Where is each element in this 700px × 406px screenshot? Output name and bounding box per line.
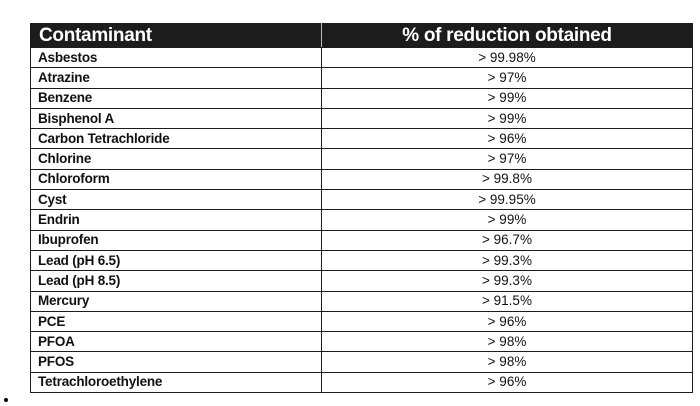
reduction-cell: > 99.98% <box>322 48 693 68</box>
table-row <box>31 169 693 189</box>
reduction-cell: > 99.3% <box>322 271 693 291</box>
contaminant-cell: Benzene <box>31 88 322 108</box>
header-reduction: % of reduction obtained <box>322 24 693 48</box>
contaminant-cell: Chloroform <box>31 169 322 189</box>
contaminant-cell: Chlorine <box>31 149 322 169</box>
table-row <box>31 372 693 392</box>
reduction-cell: > 96.7% <box>322 230 693 250</box>
contaminant-cell: Ibuprofen <box>31 230 322 250</box>
contaminant-reduction-table <box>30 23 692 393</box>
reduction-cell: > 99.95% <box>322 190 693 210</box>
reduction-cell: > 99% <box>322 210 693 230</box>
reduction-cell: > 98% <box>322 352 693 372</box>
reduction-cell: > 96% <box>322 129 693 149</box>
table-row <box>31 48 693 68</box>
contaminant-cell: PFOS <box>31 352 322 372</box>
table-row <box>31 352 693 372</box>
table-row <box>31 88 693 108</box>
table-row <box>31 210 693 230</box>
contaminant-cell: Endrin <box>31 210 322 230</box>
contaminant-cell: PCE <box>31 311 322 331</box>
reduction-cell: > 98% <box>322 332 693 352</box>
contaminant-cell: Lead (pH 8.5) <box>31 271 322 291</box>
table-row <box>31 149 693 169</box>
table-row <box>31 230 693 250</box>
reduction-cell: > 97% <box>322 149 693 169</box>
reduction-cell: > 99.3% <box>322 250 693 270</box>
reduction-cell: > 91.5% <box>322 291 693 311</box>
table-row <box>31 271 693 291</box>
contaminant-cell: Mercury <box>31 291 322 311</box>
reduction-cell: > 99.8% <box>322 169 693 189</box>
table-row <box>31 190 693 210</box>
table-row <box>31 250 693 270</box>
reduction-cell: > 99% <box>322 88 693 108</box>
contaminant-cell: PFOA <box>31 332 322 352</box>
table-row <box>31 129 693 149</box>
contaminant-cell: Bisphenol A <box>31 108 322 128</box>
table-row <box>31 108 693 128</box>
bullet-dot <box>4 398 8 402</box>
contaminant-cell: Cyst <box>31 190 322 210</box>
table-row <box>31 332 693 352</box>
contaminant-cell: Asbestos <box>31 48 322 68</box>
contaminant-cell: Tetrachloroethylene <box>31 372 322 392</box>
contaminant-cell: Carbon Tetrachloride <box>31 129 322 149</box>
table-row <box>31 291 693 311</box>
header-contaminant: Contaminant <box>31 24 322 48</box>
reduction-cell: > 96% <box>322 372 693 392</box>
reduction-cell: > 97% <box>322 68 693 88</box>
contaminant-cell: Atrazine <box>31 68 322 88</box>
table-row <box>31 311 693 331</box>
reduction-cell: > 96% <box>322 311 693 331</box>
reduction-cell: > 99% <box>322 108 693 128</box>
table-header-row <box>31 24 693 48</box>
reduction-table <box>30 23 693 393</box>
table-row <box>31 68 693 88</box>
contaminant-cell: Lead (pH 6.5) <box>31 250 322 270</box>
